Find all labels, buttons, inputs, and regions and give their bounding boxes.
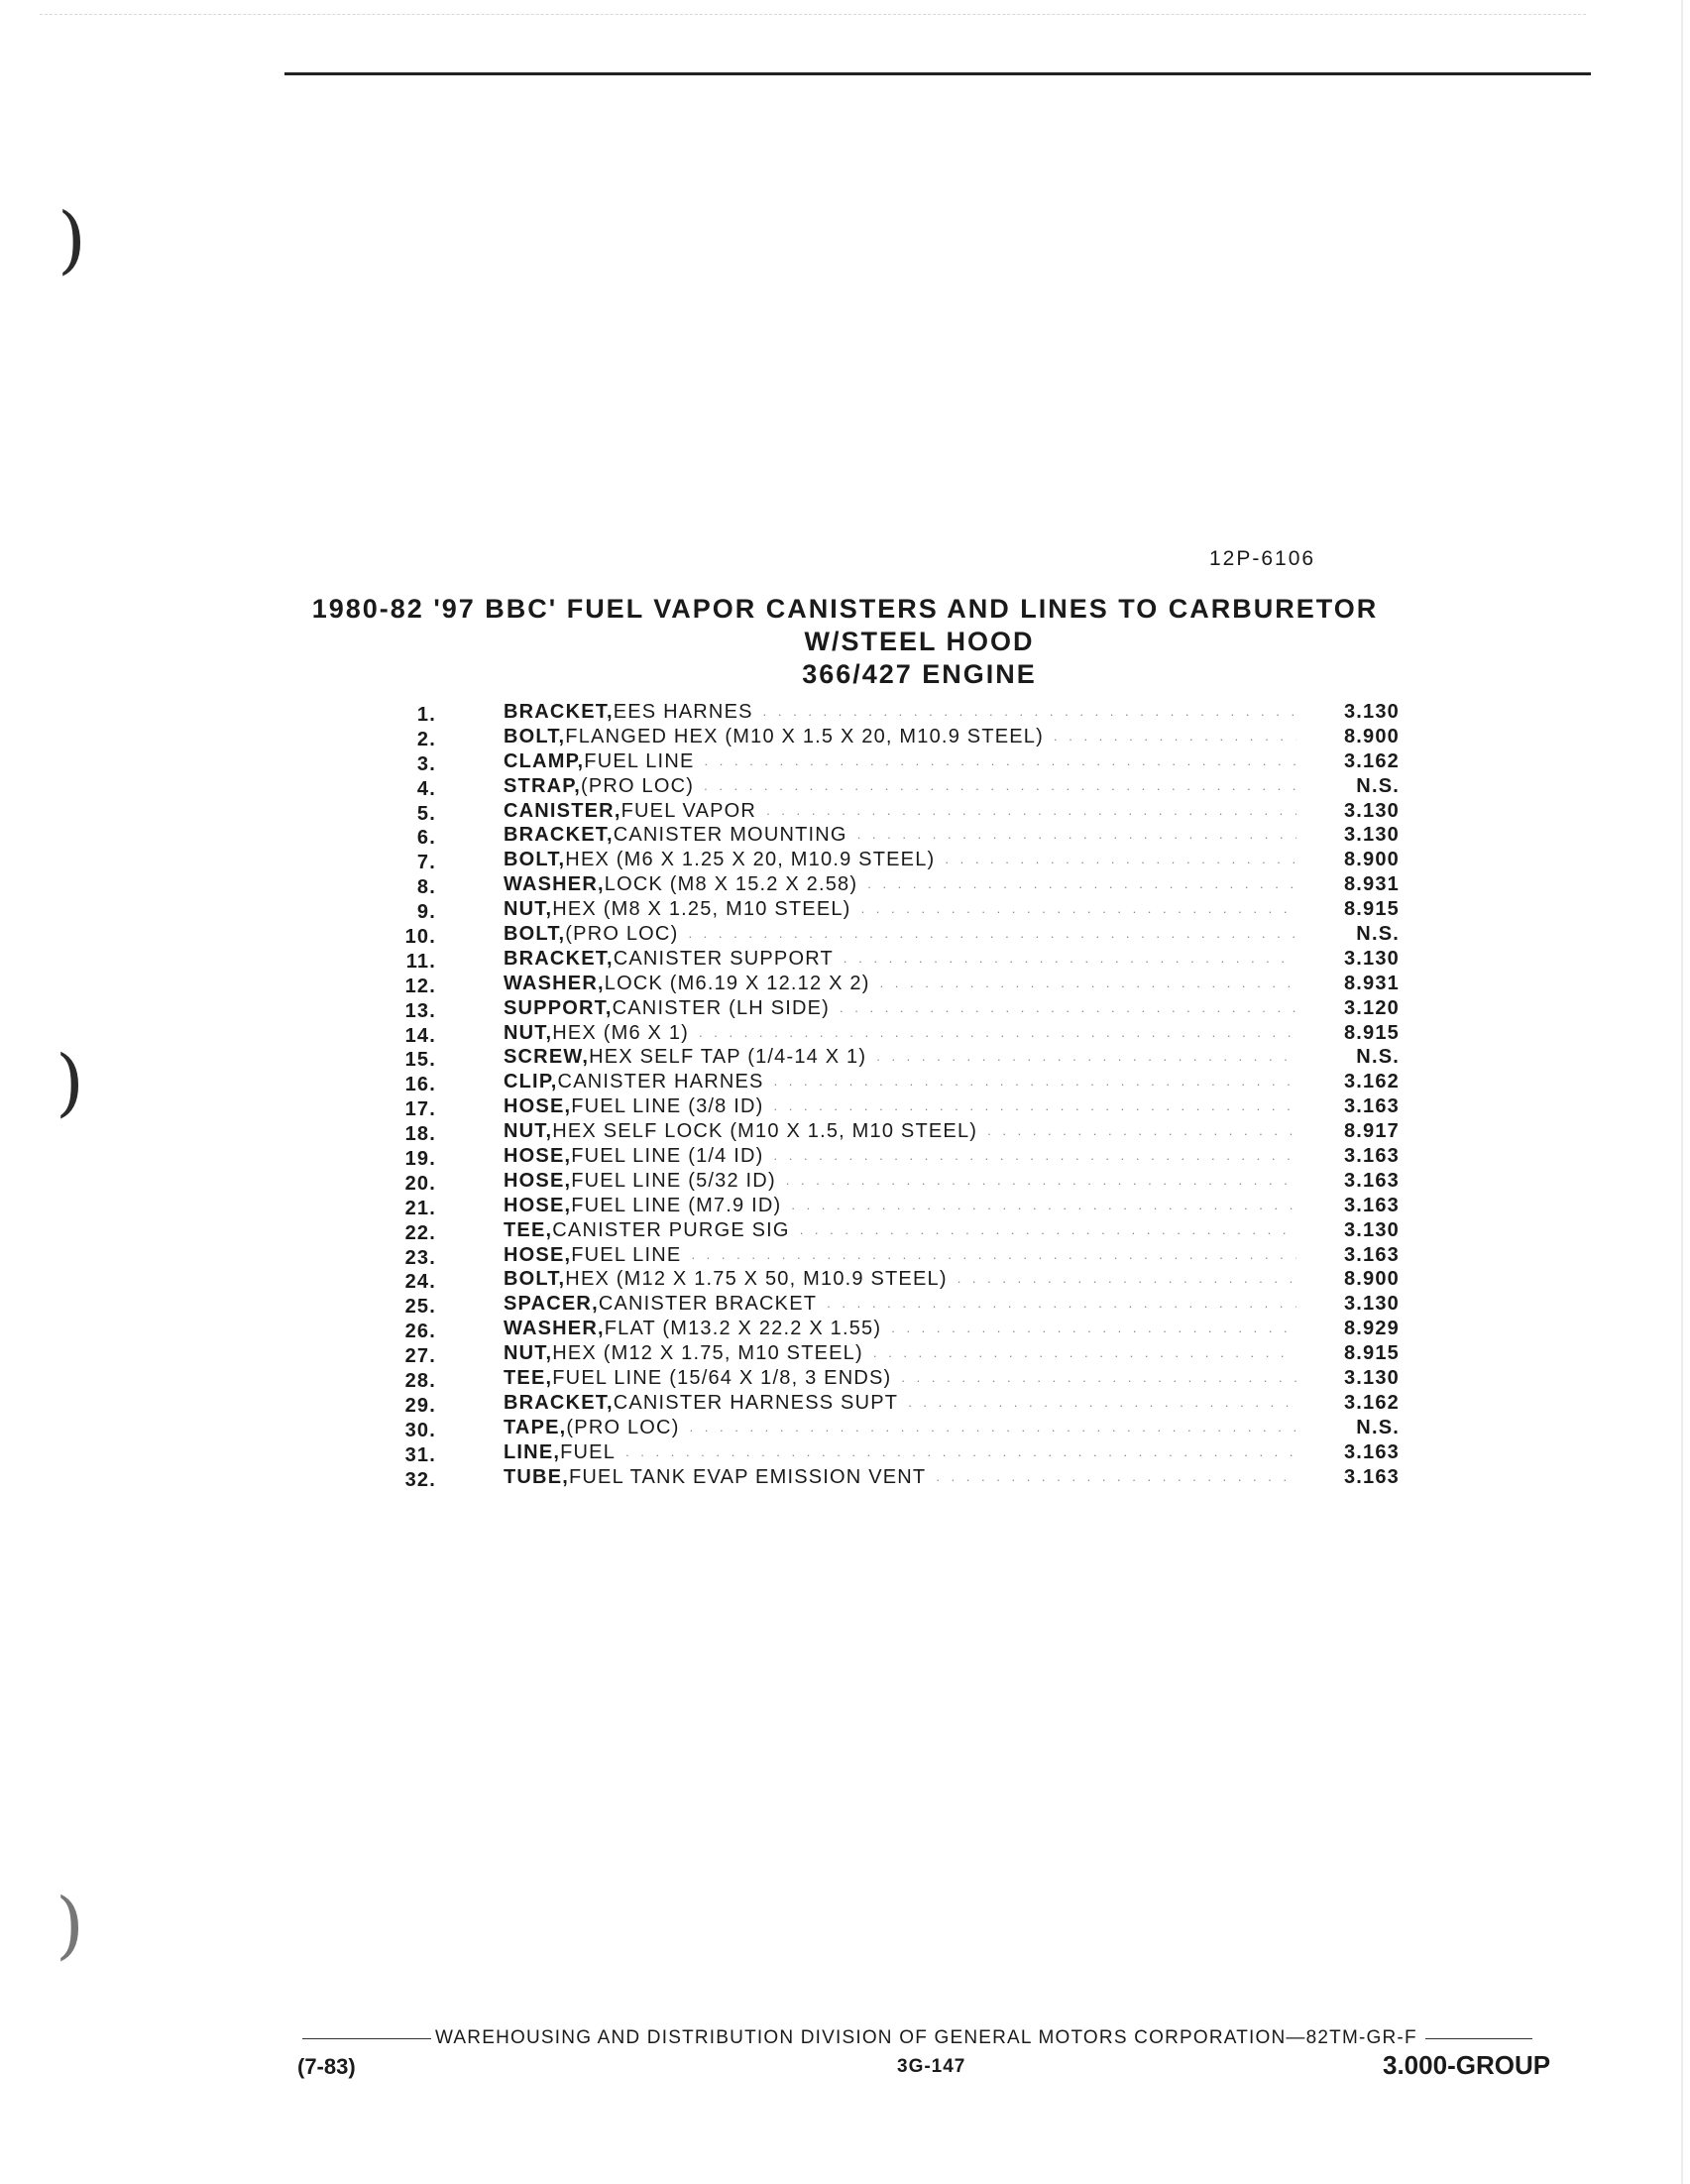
part-number: 16. <box>404 1074 436 1096</box>
part-group-code: N.S. <box>1356 774 1400 797</box>
part-name: TEE, <box>504 1218 553 1241</box>
part-name: STRAP, <box>504 774 581 797</box>
dot-leader <box>876 1045 1296 1070</box>
part-detail: LOCK (M6.19 X 12.12 X 2) <box>604 972 870 994</box>
dot-leader <box>891 1317 1296 1341</box>
part-description <box>504 823 1296 848</box>
part-group-code: 3.163 <box>1343 1145 1400 1168</box>
part-number: 18. <box>404 1123 436 1146</box>
part-group-code: 3.162 <box>1343 749 1400 772</box>
part-detail: (PRO LOC) <box>566 1416 680 1438</box>
footer-date-code: (7-83) <box>297 2054 356 2079</box>
part-number: 23. <box>404 1246 436 1269</box>
dot-leader <box>861 897 1296 922</box>
part-description <box>504 972 1296 996</box>
part-detail: LOCK (M8 X 15.2 X 2.58) <box>604 873 858 896</box>
part-name: TUBE, <box>504 1465 569 1488</box>
footer-division-text: WAREHOUSING AND DISTRIBUTION DIVISION OF GENERAL MOTORS CORPORATION—82TM-GR-F <box>435 2027 1417 2048</box>
part-number: 28. <box>404 1370 436 1393</box>
header-rule <box>284 72 1591 75</box>
scan-artifact-line <box>40 14 1586 16</box>
part-name: SUPPORT, <box>504 996 613 1019</box>
part-group-code: 3.130 <box>1343 1218 1400 1241</box>
part-name: HOSE, <box>504 1145 572 1168</box>
part-name: BRACKET, <box>504 824 614 847</box>
parts-row <box>377 848 1447 872</box>
part-group-code: 3.130 <box>1343 1367 1400 1390</box>
parts-row <box>377 1144 1447 1169</box>
part-number: 5. <box>416 802 436 825</box>
part-number: 10. <box>404 926 436 949</box>
part-group-code: 8.931 <box>1343 972 1400 994</box>
dot-leader <box>945 848 1296 872</box>
binder-hole-mark: ) <box>57 197 86 283</box>
parts-row <box>377 872 1447 897</box>
dot-leader <box>840 996 1296 1021</box>
part-description <box>504 1366 1296 1391</box>
part-name: NUT, <box>504 1120 553 1143</box>
footer-group: 3.000-GROUP <box>1383 2050 1551 2080</box>
parts-row <box>377 1292 1447 1317</box>
part-description <box>504 1416 1296 1440</box>
dot-leader <box>844 947 1296 972</box>
parts-list <box>377 700 1447 1490</box>
part-group-code: 3.130 <box>1343 947 1400 970</box>
part-number: 22. <box>404 1221 436 1244</box>
parts-row <box>377 823 1447 848</box>
part-name: WASHER, <box>504 1318 605 1340</box>
part-detail: FUEL LINE (5/32 ID) <box>571 1169 776 1192</box>
part-group-code: 3.163 <box>1343 1169 1400 1192</box>
dot-leader <box>774 1094 1297 1119</box>
part-description <box>504 1341 1296 1366</box>
part-group-code: 3.130 <box>1343 799 1400 822</box>
dot-leader <box>688 922 1296 947</box>
dot-leader <box>880 972 1296 996</box>
part-group-code: 3.120 <box>1343 996 1400 1019</box>
parts-row <box>377 700 1447 725</box>
part-detail: HEX (M6 X 1.25 X 20, M10.9 STEEL) <box>565 849 936 871</box>
part-name: NUT, <box>504 1342 553 1365</box>
parts-row <box>377 1243 1447 1268</box>
part-number: 20. <box>404 1172 436 1195</box>
part-detail: HEX SELF LOCK (M10 X 1.5, M10 STEEL) <box>552 1120 978 1143</box>
part-number: 21. <box>404 1197 436 1219</box>
parts-row <box>377 1045 1447 1070</box>
part-name: BOLT, <box>504 725 566 747</box>
part-description <box>504 947 1296 972</box>
part-description <box>504 1292 1296 1317</box>
part-name: NUT, <box>504 898 553 921</box>
part-detail: CANISTER HARNESS SUPT <box>613 1391 899 1414</box>
part-detail: FUEL LINE (3/8 ID) <box>571 1095 764 1118</box>
dot-leader <box>625 1440 1296 1465</box>
dot-leader <box>763 700 1296 725</box>
dot-leader <box>691 1243 1296 1268</box>
page-title <box>0 593 1690 691</box>
dot-leader <box>827 1292 1296 1317</box>
parts-row <box>377 897 1447 922</box>
part-name: BRACKET, <box>504 1391 614 1414</box>
part-number: 27. <box>404 1345 436 1368</box>
part-group-code: 3.162 <box>1343 1071 1400 1093</box>
part-description <box>504 1317 1296 1341</box>
part-description <box>504 1094 1296 1119</box>
part-number: 2. <box>416 728 436 750</box>
part-description <box>504 872 1296 897</box>
parts-row <box>377 1341 1447 1366</box>
part-name: CLAMP, <box>504 749 585 772</box>
part-detail: CANISTER MOUNTING <box>613 824 847 847</box>
part-group-code: 8.929 <box>1343 1318 1400 1340</box>
part-detail: CANISTER SUPPORT <box>613 947 834 970</box>
dot-leader <box>705 749 1297 774</box>
part-detail: HEX (M6 X 1) <box>552 1021 690 1044</box>
part-group-code: 8.915 <box>1343 898 1400 921</box>
part-name: BRACKET, <box>504 701 614 723</box>
part-description <box>504 1218 1296 1243</box>
part-name: CANISTER, <box>504 799 621 822</box>
part-number: 1. <box>416 704 436 726</box>
part-detail: FUEL LINE (1/4 ID) <box>571 1145 764 1168</box>
part-description <box>504 1194 1296 1218</box>
part-description <box>504 996 1296 1021</box>
part-detail: FUEL TANK EVAP EMISSION VENT <box>569 1465 927 1488</box>
part-description <box>504 922 1296 947</box>
dot-leader <box>901 1366 1296 1391</box>
part-description <box>504 1243 1296 1268</box>
part-detail: CANISTER BRACKET <box>598 1293 818 1316</box>
dot-leader <box>791 1194 1296 1218</box>
part-group-code: 3.163 <box>1343 1465 1400 1488</box>
dot-leader <box>774 1144 1297 1169</box>
part-detail: FLAT (M13.2 X 22.2 X 1.55) <box>604 1318 882 1340</box>
part-detail: HEX (M8 X 1.25, M10 STEEL) <box>552 898 851 921</box>
dot-leader <box>774 1070 1296 1094</box>
part-detail: FUEL LINE (M7.9 ID) <box>571 1194 782 1216</box>
parts-row <box>377 1391 1447 1416</box>
part-name: HOSE, <box>504 1169 572 1192</box>
title-line-1: 1980-82 '97 BBC' FUEL VAPOR CANISTERS AND LINES TO CARBURETOR <box>311 594 1379 624</box>
part-group-code: 8.900 <box>1343 849 1400 871</box>
part-name: WASHER, <box>504 873 605 896</box>
dot-leader <box>987 1119 1296 1144</box>
part-detail: EES HARNES <box>613 701 753 723</box>
part-group-code: 8.900 <box>1343 1268 1400 1291</box>
part-number: 30. <box>404 1419 436 1441</box>
part-description <box>504 1465 1296 1490</box>
part-description <box>504 1021 1296 1046</box>
parts-row <box>377 947 1447 972</box>
part-description <box>504 897 1296 922</box>
part-detail: FLANGED HEX (M10 X 1.5 X 20, M10.9 STEEL) <box>565 725 1044 747</box>
part-group-code: 8.915 <box>1343 1021 1400 1044</box>
part-group-code: 8.931 <box>1343 873 1400 896</box>
dot-leader <box>800 1218 1296 1243</box>
part-number: 26. <box>404 1321 436 1343</box>
parts-row <box>377 1169 1447 1194</box>
part-number: 4. <box>416 777 436 800</box>
part-name: BOLT, <box>504 1268 566 1291</box>
part-number: 11. <box>405 950 436 973</box>
part-description <box>504 799 1296 824</box>
part-name: TAPE, <box>504 1416 567 1438</box>
part-description <box>504 1119 1296 1144</box>
part-group-code: 3.163 <box>1343 1243 1400 1266</box>
figure-number: 12P-6106 <box>1209 547 1316 570</box>
dot-leader <box>958 1267 1296 1292</box>
part-detail: (PRO LOC) <box>580 774 695 797</box>
footer-page-number: 3G-147 <box>897 2056 966 2077</box>
part-detail: HEX SELF TAP (1/4-14 X 1) <box>589 1046 867 1069</box>
footer-rule-left <box>302 2038 431 2039</box>
part-group-code: N.S. <box>1356 1046 1400 1069</box>
parts-row <box>377 996 1447 1021</box>
part-detail: HEX (M12 X 1.75, M10 STEEL) <box>552 1342 863 1365</box>
parts-row <box>377 1094 1447 1119</box>
part-number: 32. <box>404 1468 436 1491</box>
parts-row <box>377 1070 1447 1094</box>
part-description <box>504 1045 1296 1070</box>
part-detail: FUEL <box>560 1440 617 1463</box>
part-number: 8. <box>416 876 436 899</box>
parts-row <box>377 1021 1447 1046</box>
part-detail: CANISTER (LH SIDE) <box>612 996 831 1019</box>
footer-division-line <box>302 2027 1561 2049</box>
parts-row <box>377 799 1447 824</box>
part-number: 15. <box>404 1049 436 1072</box>
part-group-code: N.S. <box>1356 1416 1400 1438</box>
part-name: CLIP, <box>504 1071 558 1093</box>
parts-row <box>377 1366 1447 1391</box>
part-description <box>504 1070 1296 1094</box>
part-detail: FUEL LINE (15/64 X 1/8, 3 ENDS) <box>552 1367 892 1390</box>
parts-row <box>377 749 1447 774</box>
part-name: BOLT, <box>504 923 566 946</box>
parts-row <box>377 1416 1447 1440</box>
part-number: 6. <box>416 827 436 850</box>
part-group-code: 3.163 <box>1343 1194 1400 1216</box>
part-number: 13. <box>404 999 436 1022</box>
part-name: BOLT, <box>504 849 566 871</box>
part-description <box>504 1144 1296 1169</box>
parts-row <box>377 1194 1447 1218</box>
part-group-code: 3.130 <box>1343 701 1400 723</box>
part-description <box>504 1391 1296 1416</box>
part-description <box>504 700 1296 725</box>
part-name: BRACKET, <box>504 947 614 970</box>
parts-row <box>377 774 1447 799</box>
part-group-code: 3.130 <box>1343 1293 1400 1316</box>
part-group-code: 3.163 <box>1343 1095 1400 1118</box>
dot-leader <box>873 1341 1296 1366</box>
dot-leader <box>704 774 1296 799</box>
part-name: SCREW, <box>504 1046 590 1069</box>
part-group-code: 8.900 <box>1343 725 1400 747</box>
page-edge-shadow <box>1681 0 1683 2184</box>
part-name: HOSE, <box>504 1243 572 1266</box>
dot-leader <box>786 1169 1296 1194</box>
parts-row <box>377 1119 1447 1144</box>
part-number: 9. <box>416 901 436 924</box>
part-detail: FUEL VAPOR <box>620 799 757 822</box>
dot-leader <box>908 1391 1296 1416</box>
part-detail: FUEL LINE <box>571 1243 682 1266</box>
part-detail: FUEL LINE <box>584 749 695 772</box>
dot-leader <box>1054 725 1296 749</box>
part-number: 3. <box>416 752 436 775</box>
binder-hole-mark: ) <box>56 1883 84 1968</box>
dot-leader <box>699 1021 1296 1046</box>
parts-row <box>377 725 1447 749</box>
part-group-code: 3.130 <box>1343 824 1400 847</box>
parts-row <box>377 1218 1447 1243</box>
parts-row <box>377 1440 1447 1465</box>
part-name: WASHER, <box>504 972 605 994</box>
part-number: 12. <box>404 975 436 997</box>
part-detail: (PRO LOC) <box>565 923 679 946</box>
title-line-2: W/STEEL HOOD <box>804 627 1035 656</box>
part-group-code: 8.917 <box>1343 1120 1400 1143</box>
part-group-code: N.S. <box>1356 923 1400 946</box>
dot-leader <box>936 1465 1296 1490</box>
part-group-code: 3.162 <box>1343 1391 1400 1414</box>
part-number: 14. <box>404 1024 436 1047</box>
part-description <box>504 1440 1296 1465</box>
part-description <box>504 774 1296 799</box>
parts-row <box>377 922 1447 947</box>
part-name: NUT, <box>504 1021 553 1044</box>
dot-leader <box>857 823 1296 848</box>
part-group-code: 3.163 <box>1343 1440 1400 1463</box>
part-number: 29. <box>404 1394 436 1417</box>
title-line-3: 366/427 ENGINE <box>802 659 1037 689</box>
part-number: 19. <box>404 1148 436 1171</box>
part-description <box>504 1169 1296 1194</box>
parts-row <box>377 1465 1447 1490</box>
part-number: 31. <box>404 1443 436 1466</box>
part-number: 25. <box>404 1296 436 1319</box>
part-group-code: 8.915 <box>1343 1342 1400 1365</box>
part-detail: CANISTER PURGE SIG <box>552 1218 790 1241</box>
footer-rule-right <box>1425 2038 1532 2039</box>
part-description <box>504 749 1296 774</box>
parts-row <box>377 1267 1447 1292</box>
part-detail: CANISTER HARNES <box>557 1071 764 1093</box>
part-description <box>504 848 1296 872</box>
dot-leader <box>766 799 1296 824</box>
part-detail: HEX (M12 X 1.75 X 50, M10.9 STEEL) <box>565 1268 948 1291</box>
dot-leader <box>867 872 1296 897</box>
part-number: 17. <box>404 1098 436 1121</box>
part-name: LINE, <box>504 1440 561 1463</box>
part-name: HOSE, <box>504 1095 572 1118</box>
parts-row <box>377 972 1447 996</box>
part-number: 7. <box>416 852 436 874</box>
part-name: TEE, <box>504 1367 553 1390</box>
binder-hole-mark: ) <box>56 1040 84 1125</box>
part-name: SPACER, <box>504 1293 599 1316</box>
part-description <box>504 1267 1296 1292</box>
parts-row <box>377 1317 1447 1341</box>
part-description <box>504 725 1296 749</box>
part-name: HOSE, <box>504 1194 572 1216</box>
part-number: 24. <box>404 1271 436 1294</box>
dot-leader <box>690 1416 1296 1440</box>
